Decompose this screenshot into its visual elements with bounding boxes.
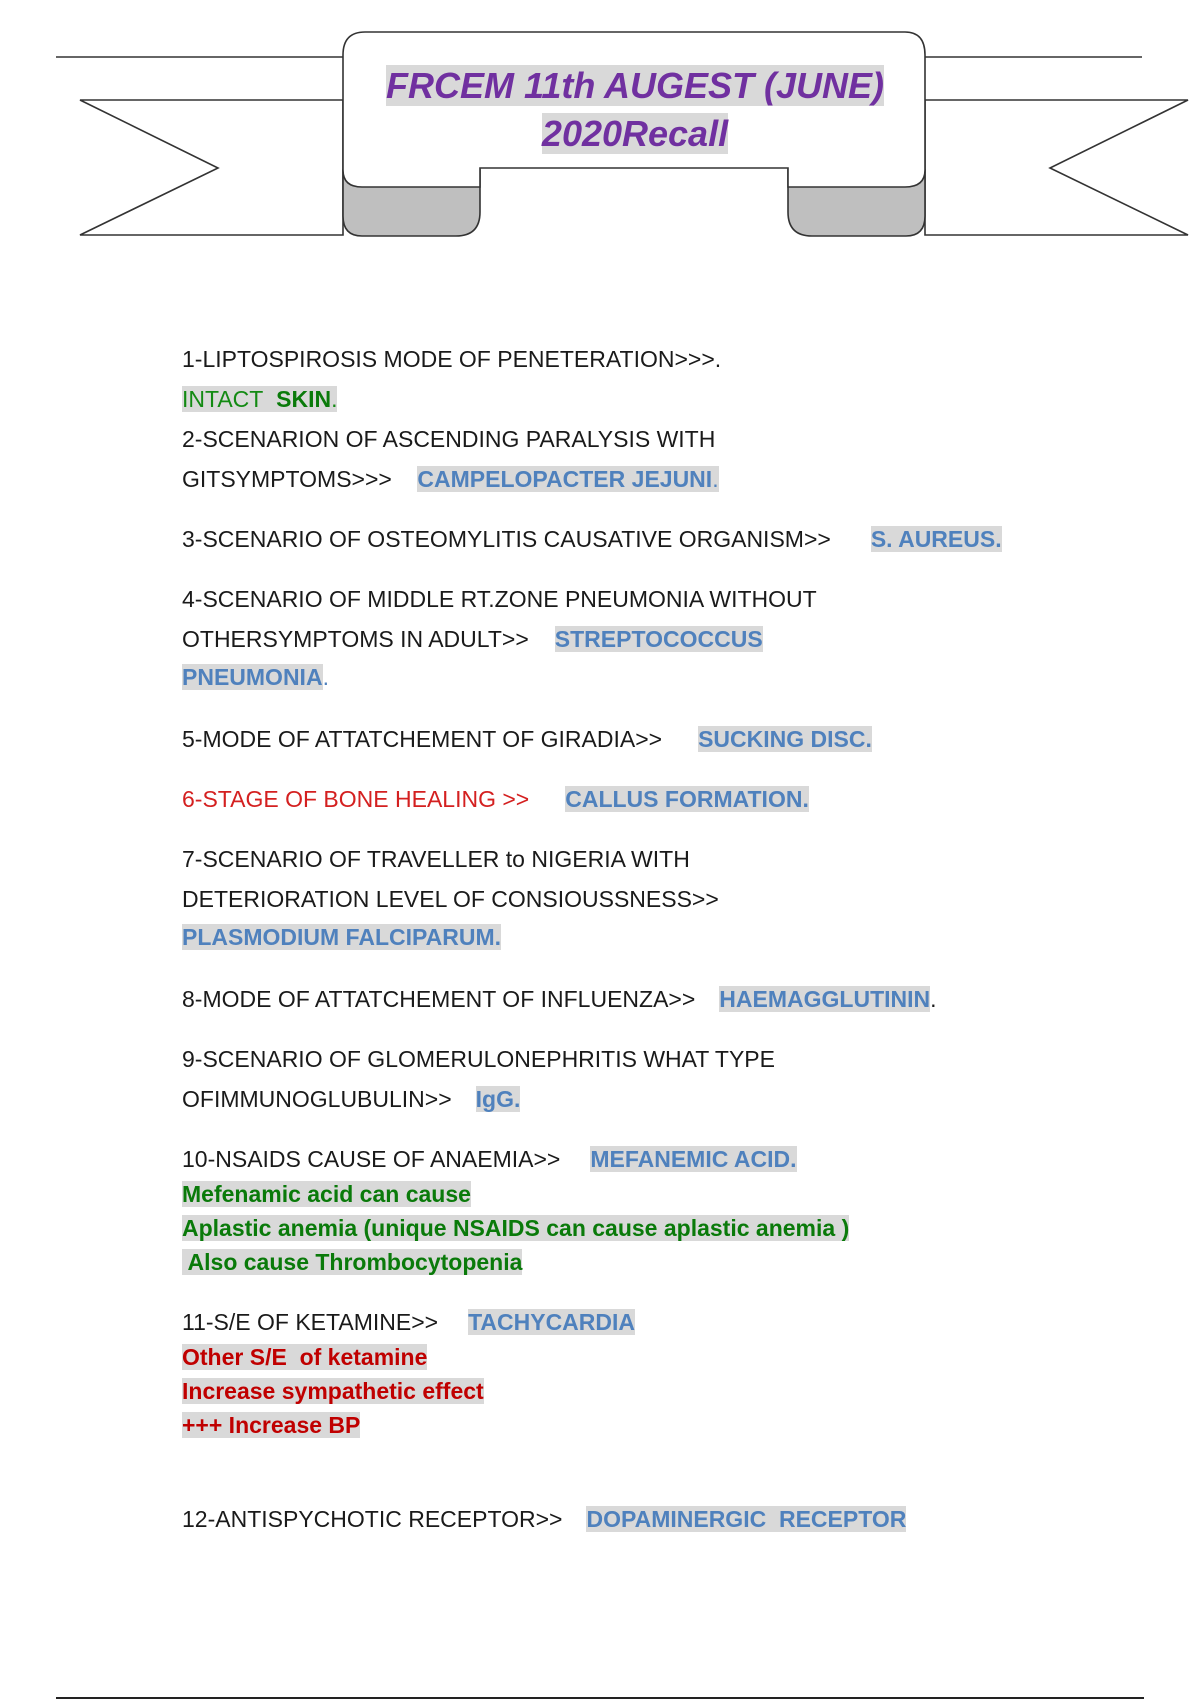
answer-text: SUCKING DISC. [698,726,872,752]
answer-text: IgG. [475,1086,521,1112]
item-10 [182,1142,797,1176]
item-12 [182,1502,906,1536]
question-text: 3-SCENARIO OF OSTEOMYLITIS CAUSATIVE ORGANISM>> [182,526,831,552]
item-2-question: 2-SCENARION OF ASCENDING PARALYSIS WITH [182,426,716,452]
answer-text: S. AUREUS. [870,526,1002,552]
question-text: 5-MODE OF ATTATCHEMENT OF GIRADIA>> [182,726,663,752]
bottom-rule [56,1697,1144,1699]
item-7-question-cont: DETERIORATION LEVEL OF CONSIOUSSNESS>> [182,886,719,912]
answer-text: CAMPELOPACTER JEJUNI [417,466,713,492]
question-text: 11-S/E OF KETAMINE>> [182,1309,439,1335]
item-9-question: 9-SCENARIO OF GLOMERULONEPHRITIS WHAT TYPE [182,1046,775,1072]
item-9-question-cont: OFIMMUNOGLUBULIN>> IgG. [182,1086,521,1112]
item-10-note-1: Mefenamic acid can cause [182,1181,471,1207]
item-7-question: 7-SCENARIO OF TRAVELLER to NIGERIA WITH [182,846,690,872]
answer-text: STREPTOCOCCUS [554,626,763,652]
question-text: 6-STAGE OF BONE HEALING >> [182,786,530,812]
item-10-note-2: Aplastic anemia (unique NSAIDS can cause aplastic anemia ) [182,1215,850,1241]
answer-text: SKIN [276,386,332,412]
answer-text: DOPAMINERGIC RECEPTOR [586,1506,907,1532]
item-2-question-cont: GITSYMPTOMS>>> CAMPELOPACTER JEJUNI. [182,466,719,492]
answer-text: CALLUS FORMATION. [565,786,809,812]
item-1-question: 1-LIPTOSPIROSIS MODE OF PENETERATION>>>. [182,346,722,372]
question-text: 10-NSAIDS CAUSE OF ANAEMIA>> [182,1146,561,1172]
page-title [345,62,925,158]
item-1-answer: INTACT SKIN. [182,386,338,412]
answer-text: PNEUMONIA [182,664,323,690]
item-11 [182,1305,635,1339]
title-banner [0,0,1200,250]
item-6 [182,782,809,816]
item-8: 8-MODE OF ATTATCHEMENT OF INFLUENZA>> HAEMAGGLUTININ. [182,986,937,1012]
answer-text: HAEMAGGLUTININ [719,986,931,1012]
question-text: 12-ANTISPYCHOTIC RECEPTOR>> [182,1506,563,1532]
item-7-answer [182,920,501,954]
item-11-note-1: Other S/E of ketamine [182,1344,428,1370]
answer-text: INTACT [182,386,264,412]
answer-text: PLASMODIUM FALCIPARUM. [182,924,502,950]
item-4-question: 4-SCENARIO OF MIDDLE RT.ZONE PNEUMONIA WITHOUT [182,586,817,612]
question-text: 8-MODE OF ATTATCHEMENT OF INFLUENZA>> [182,986,696,1012]
item-11-note-3: +++ Increase BP [182,1412,361,1438]
item-11-note-2: Increase sympathetic effect [182,1378,484,1404]
item-3 [182,522,1002,556]
answer-text: TACHYCARDIA [468,1309,636,1335]
title-line-1: FRCEM 11th AUGEST (JUNE) [385,65,885,106]
title-line-2: 2020Recall [541,113,729,154]
item-5 [182,722,872,756]
item-4-answer-cont: PNEUMONIA. [182,664,329,690]
item-4-question-cont: OTHERSYMPTOMS IN ADULT>> STREPTOCOCCUS [182,626,763,652]
item-10-note-3: Also cause Thrombocytopenia [182,1249,523,1275]
answer-text: MEFANEMIC ACID. [590,1146,797,1172]
